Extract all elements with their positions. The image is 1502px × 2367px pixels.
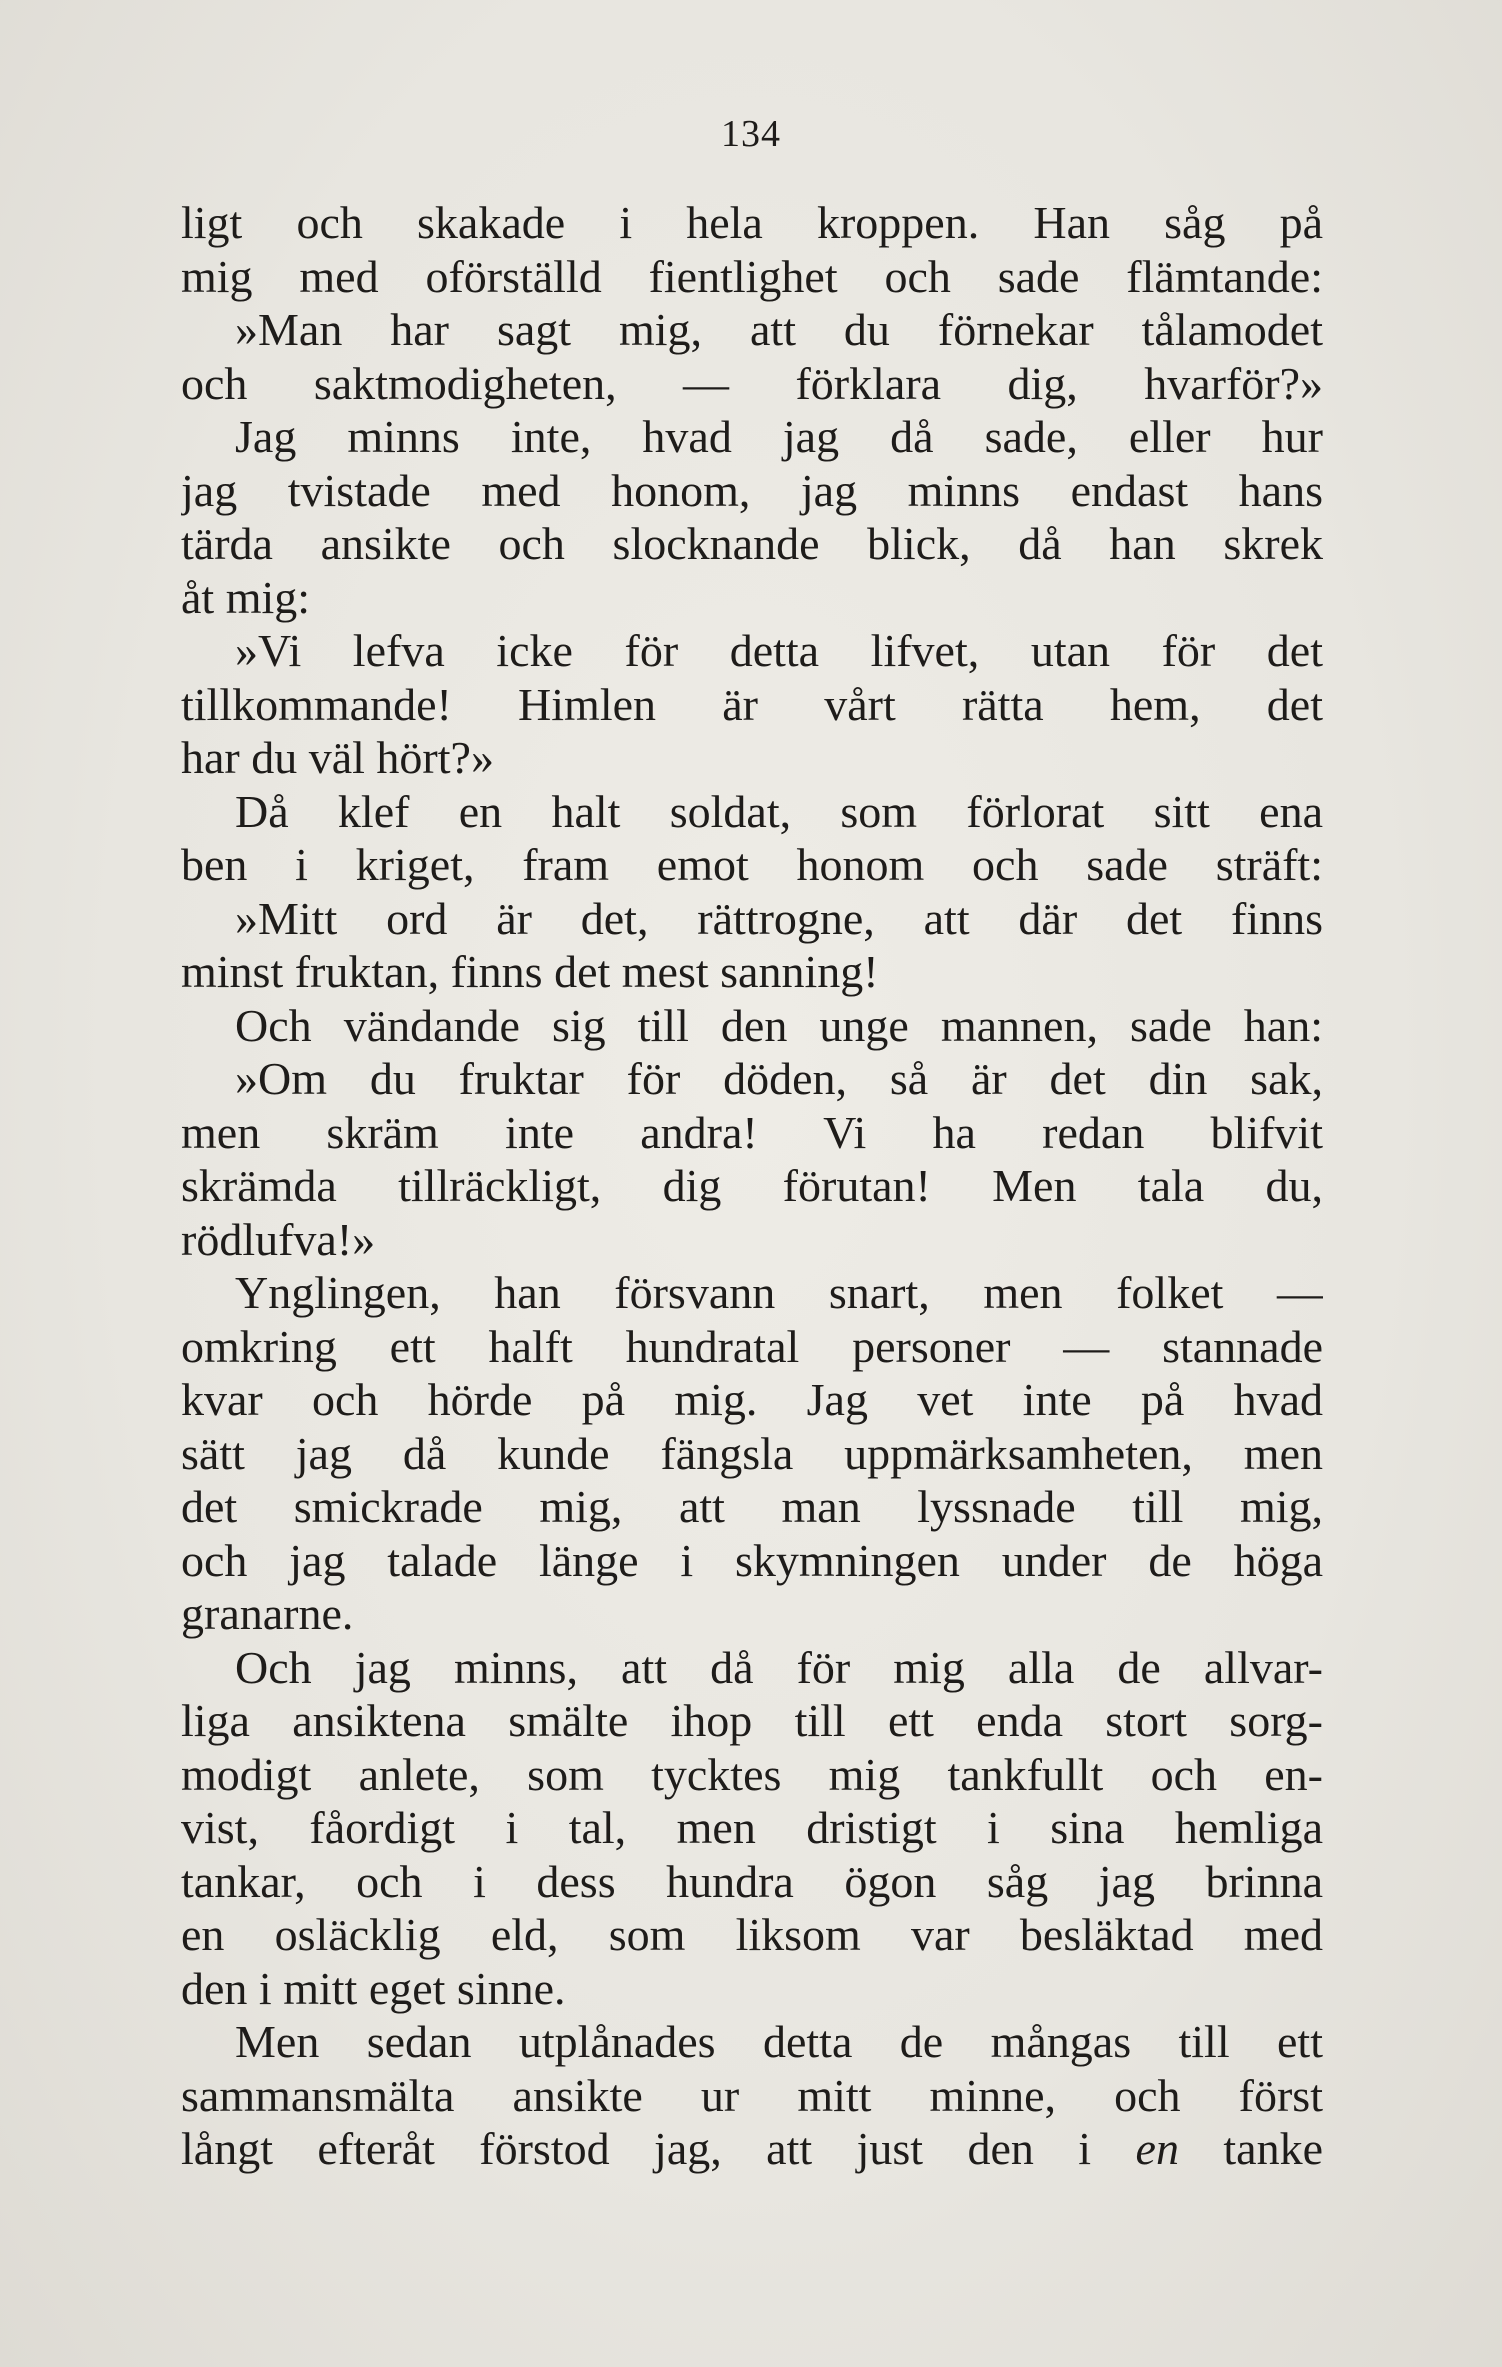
text-line-content: långt efteråt förstod jag, att just den i — [181, 2123, 1092, 2174]
text-line — [181, 785, 1323, 839]
text-line — [181, 1266, 1323, 1320]
text-line — [181, 2015, 1323, 2069]
text-line-content: tärda ansikte och slocknande blick, då han skrek — [181, 518, 1323, 569]
text-line — [181, 945, 1323, 999]
text-line-content: den i mitt eget sinne. — [181, 1962, 566, 2014]
text-line — [181, 624, 1323, 678]
text-line-content: sätt jag då kunde fängsla uppmärksamheten, men — [181, 1427, 1323, 1479]
text-line — [181, 250, 1323, 304]
text-line-content: Och jag minns, att då för mig alla de allvar- — [235, 1641, 1323, 1693]
text-line — [181, 892, 1323, 946]
text-line — [181, 517, 1323, 571]
text-line-content: men skräm inte andra! Vi ha redan blifvit — [181, 1106, 1323, 1158]
text-line — [181, 1159, 1323, 1213]
text-line-content: »Vi lefva icke för detta lifvet, utan för det — [235, 625, 1323, 676]
text-line-content: och jag talade länge i skymningen under de höga — [181, 1534, 1323, 1586]
text-line-content: det smickrade mig, att man lyssnade till mig, — [181, 1481, 1323, 1532]
text-line — [181, 2069, 1323, 2123]
text-line-content: rödlufva!» — [181, 1213, 376, 1265]
text-line-content: »Om du fruktar för döden, så är det din sak, — [235, 1053, 1323, 1104]
text-line-content: omkring ett halft hundratal personer — stannade — [181, 1320, 1323, 1372]
text-line — [181, 1801, 1323, 1855]
text-line-content: jag tvistade med honom, jag minns endast hans — [181, 464, 1323, 516]
text-line — [181, 1052, 1323, 1106]
text-line — [181, 464, 1323, 518]
text-line-content: »Man har sagt mig, att du förnekar tålamodet — [235, 304, 1323, 355]
text-line-content: och saktmodigheten, — förklara dig, hvarför?» — [181, 357, 1323, 409]
text-line — [181, 1534, 1323, 1588]
text-line — [181, 1908, 1323, 1962]
text-line-content: Och vändande sig till den unge mannen, sade han: — [235, 999, 1323, 1051]
text-line-content: Men sedan utplånades detta de mångas till ett — [235, 2016, 1323, 2067]
text-line — [181, 357, 1323, 411]
text-line — [181, 1587, 1323, 1641]
text-line — [181, 2122, 1323, 2176]
text-line — [181, 1641, 1323, 1695]
text-line-content: tankar, och i dess hundra ögon såg jag brinna — [181, 1855, 1323, 1907]
text-line-content: vist, fåordigt i tal, men dristigt i sina hemliga — [181, 1802, 1323, 1853]
text-line — [181, 1962, 1323, 2016]
text-line — [181, 1427, 1323, 1481]
text-line — [181, 571, 1323, 625]
page-number: 134 — [721, 113, 781, 155]
text-line-content: skrämda tillräckligt, dig förutan! Men tala du, — [181, 1160, 1323, 1211]
text-line-content: sammansmälta ansikte ur mitt minne, och först — [181, 2069, 1323, 2121]
text-line — [181, 1106, 1323, 1160]
body-text — [181, 196, 1323, 2176]
text-line — [181, 1320, 1323, 1374]
text-line-tail: tanke — [1178, 2123, 1323, 2174]
text-line-content: mig med oförställd fientlighet och sade flämtande: — [181, 250, 1323, 302]
text-line-content: ben i kriget, fram emot honom och sade sträft: — [181, 839, 1323, 890]
text-line-content: granarne. — [181, 1588, 354, 1639]
text-line — [181, 1373, 1323, 1427]
text-line — [181, 303, 1323, 357]
text-line-content: modigt anlete, som tycktes mig tankfullt och en- — [181, 1748, 1323, 1800]
text-line-content: minst fruktan, finns det mest sanning! — [181, 946, 879, 997]
text-line-content: Ynglingen, han försvann snart, men folket — — [235, 1267, 1323, 1318]
text-line-content: kvar och hörde på mig. Jag vet inte på hvad — [181, 1374, 1323, 1425]
text-line-content: ligt och skakade i hela kroppen. Han såg på — [181, 197, 1323, 248]
text-line-content: har du väl hört?» — [181, 732, 494, 783]
text-line — [181, 1694, 1323, 1748]
text-line-content: Då klef en halt soldat, som förlorat sitt ena — [235, 785, 1323, 837]
text-line-content: åt mig: — [181, 571, 311, 623]
text-line — [181, 731, 1323, 785]
text-line — [181, 196, 1323, 250]
emphasized-word: en — [1135, 2123, 1179, 2174]
text-line — [181, 838, 1323, 892]
text-line — [181, 1748, 1323, 1802]
text-line-content: en osläcklig eld, som liksom var besläktad med — [181, 1909, 1323, 1960]
text-line — [181, 1213, 1323, 1267]
text-line — [181, 410, 1323, 464]
text-line-content: »Mitt ord är det, rättrogne, att där det finns — [235, 892, 1323, 944]
text-line-content: Jag minns inte, hvad jag då sade, eller hur — [235, 411, 1323, 462]
text-line-content: tillkommande! Himlen är vårt rätta hem, det — [181, 678, 1323, 730]
text-line — [181, 678, 1323, 732]
text-line-content: liga ansiktena smälte ihop till ett enda stort sorg- — [181, 1695, 1323, 1746]
text-line — [181, 1480, 1323, 1534]
text-line — [181, 1855, 1323, 1909]
text-line — [181, 999, 1323, 1053]
